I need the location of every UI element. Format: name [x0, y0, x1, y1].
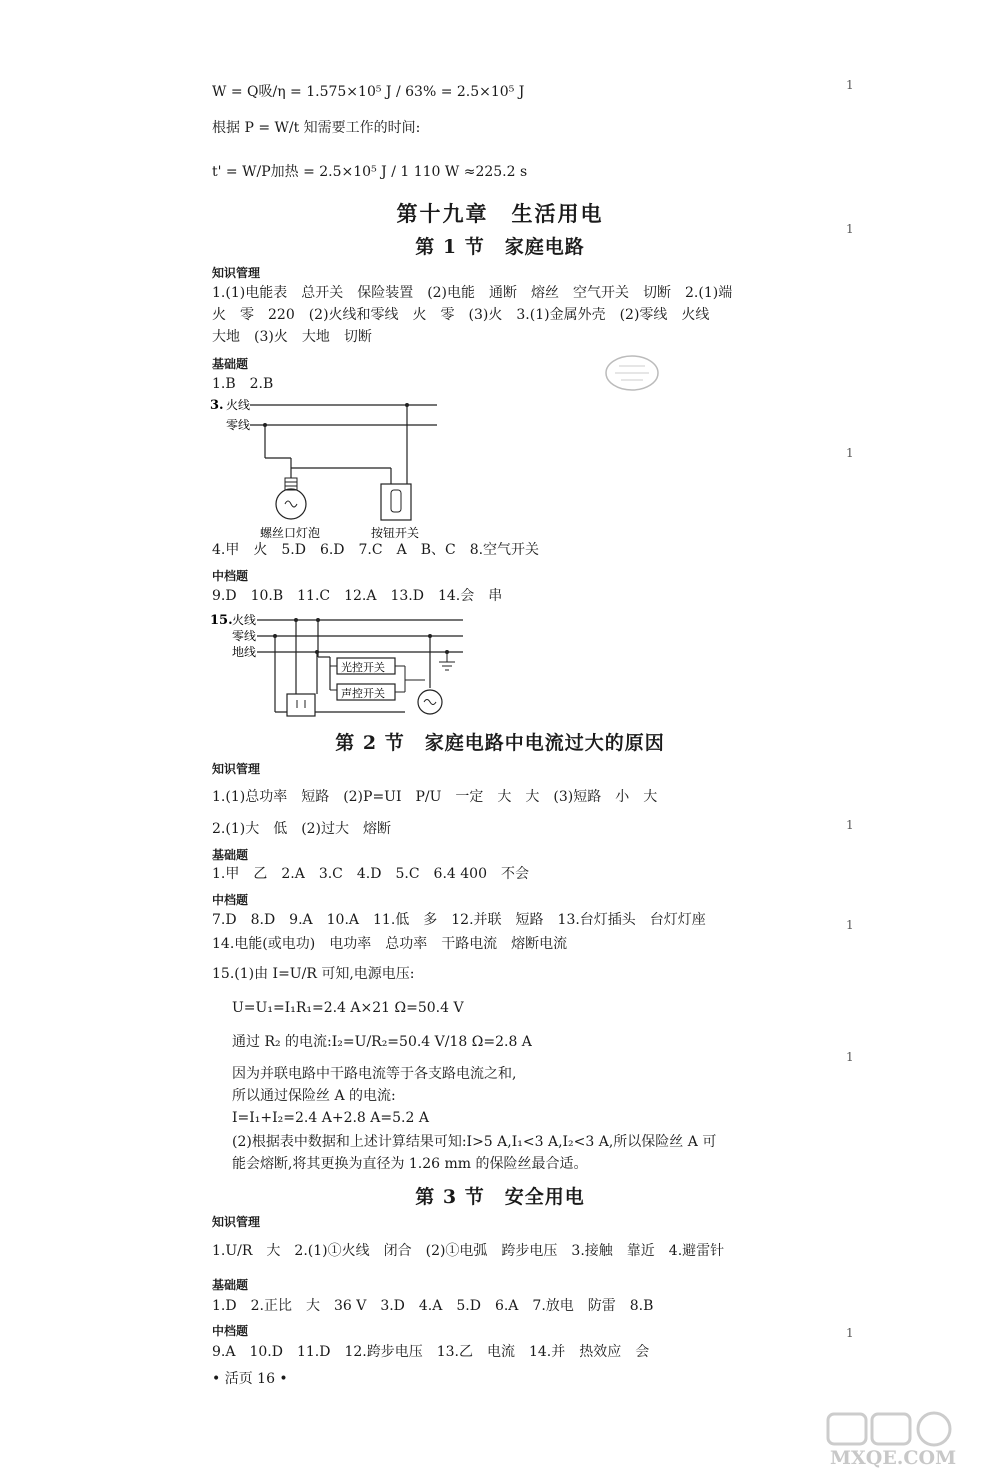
answer-line: 15.(1)由 I=U/R 可知,电源电压: — [212, 966, 415, 982]
chapter-title: 第十九章 生活用电 — [396, 201, 604, 226]
edge-mark: 1 — [846, 222, 854, 236]
ground-icon — [439, 652, 455, 670]
answer-line: (2)根据表中数据和上述计算结果可知:I>5 A,I₁<3 A,I₂<3 A,所以保险丝 A 可 — [232, 1134, 717, 1150]
neutral-wire-label: 零线 — [226, 418, 251, 432]
edge-mark: 1 — [846, 918, 854, 932]
bulb-icon — [418, 690, 442, 714]
mid-label: 中档题 — [212, 569, 249, 583]
question-number: 3. — [210, 398, 224, 413]
answer-line: 2.(1)大 低 (2)过大 熔断 — [212, 821, 392, 837]
answer-line: 大地 (3)火 大地 切断 — [212, 329, 372, 345]
question-number: 15. — [210, 613, 233, 628]
sound-switch-label: 声控开关 — [341, 687, 385, 700]
formula-work: W = Q吸/η = 1.575×10⁵ J / 63% = 2.5×10⁵ J — [212, 84, 525, 100]
knowledge-label: 知识管理 — [212, 1215, 261, 1229]
switch-icon — [381, 484, 411, 520]
answer-line: U=U₁=I₁R₁=2.4 A×21 Ω=50.4 V — [232, 1000, 464, 1016]
edge-mark: 1 — [846, 446, 854, 460]
knowledge-label: 知识管理 — [212, 762, 261, 776]
answer-line: 所以通过保险丝 A 的电流: — [232, 1088, 396, 1104]
answer-line: 1.(1)总功率 短路 (2)P=UI P/U 一定 大 大 (3)短路 小 大 — [212, 789, 658, 805]
answer-line: 1.甲 乙 2.A 3.C 4.D 5.C 6.4 400 不会 — [212, 866, 529, 882]
knowledge-label: 知识管理 — [212, 266, 261, 280]
mid-label: 中档题 — [212, 1324, 249, 1338]
stamp-icon — [603, 352, 661, 394]
switch-caption: 按钮开关 — [371, 526, 420, 540]
watermark-logo — [826, 1410, 996, 1470]
answer-line: 9.A 10.D 11.D 12.跨步电压 13.乙 电流 14.并 热效应 会 — [212, 1344, 650, 1360]
live-wire-label: 火线 — [232, 613, 257, 627]
edge-mark: 1 — [846, 818, 854, 832]
light-switch-label: 光控开关 — [341, 661, 385, 674]
socket-icon — [287, 694, 315, 716]
section-3-title: 第 3 节 安全用电 — [415, 1186, 585, 1208]
bulb-caption: 螺丝口灯泡 — [260, 526, 321, 540]
answer-line: 1.D 2.正比 大 36 V 3.D 4.A 5.D 6.A 7.放电 防雷 8.B — [212, 1298, 654, 1314]
basic-label: 基础题 — [212, 357, 249, 371]
answer-line: 4.甲 火 5.D 6.D 7.C A B、C 8.空气开关 — [212, 542, 540, 558]
formula-time: t' = W/P加热 = 2.5×10⁵ J / 1 110 W ≈225.2 s — [212, 164, 528, 180]
watermark-text: MXQE.COM — [830, 1447, 957, 1469]
section-2-title: 第 2 节 家庭电路中电流过大的原因 — [335, 732, 665, 754]
neutral-wire-label: 零线 — [232, 629, 257, 643]
live-wire-label: 火线 — [226, 398, 251, 412]
formula-text: 根据 P = W/t 知需要工作的时间: — [212, 120, 421, 136]
basic-label: 基础题 — [212, 1278, 249, 1292]
answer-line: 7.D 8.D 9.A 10.A 11.低 多 12.并联 短路 13.台灯插头 台灯灯座 — [212, 912, 706, 928]
answer-line: 因为并联电路中干路电流等于各支路电流之和, — [232, 1066, 517, 1082]
page-footer: • 活页 16 • — [212, 1371, 288, 1387]
basic-label: 基础题 — [212, 848, 249, 862]
section-1-title: 第 1 节 家庭电路 — [415, 236, 585, 258]
answer-line: 通过 R₂ 的电流:I₂=U/R₂=50.4 V/18 Ω=2.8 A — [232, 1034, 532, 1050]
answer-line: 1.U/R 大 2.(1)①火线 闭合 (2)①电弧 跨步电压 3.接触 靠近 4.避雷针 — [212, 1243, 725, 1259]
answer-line: I=I₁+I₂=2.4 A+2.8 A=5.2 A — [232, 1110, 429, 1126]
answer-line: 9.D 10.B 11.C 12.A 13.D 14.会 串 — [212, 588, 503, 604]
answer-line: 1.B 2.B — [212, 376, 274, 392]
answer-line: 14.电能(或电功) 电功率 总功率 干路电流 熔断电流 — [212, 936, 568, 952]
ground-wire-label: 地线 — [232, 645, 257, 659]
answer-line: 1.(1)电能表 总开关 保险装置 (2)电能 通断 熔丝 空气开关 切断 2.(1)端 — [212, 285, 733, 301]
circuit-diagram-q3 — [205, 396, 445, 544]
answer-line: 能会熔断,将其更换为直径为 1.26 mm 的保险丝最合适。 — [232, 1156, 588, 1172]
edge-mark: 1 — [846, 1050, 854, 1064]
edge-mark: 1 — [846, 1326, 854, 1340]
edge-mark: 1 — [846, 78, 854, 92]
mid-label: 中档题 — [212, 893, 249, 907]
answer-line: 火 零 220 (2)火线和零线 火 零 (3)火 3.(1)金属外壳 (2)零线 火线 — [212, 307, 710, 323]
bulb-icon — [276, 478, 306, 519]
circuit-diagram-q15 — [205, 610, 475, 722]
